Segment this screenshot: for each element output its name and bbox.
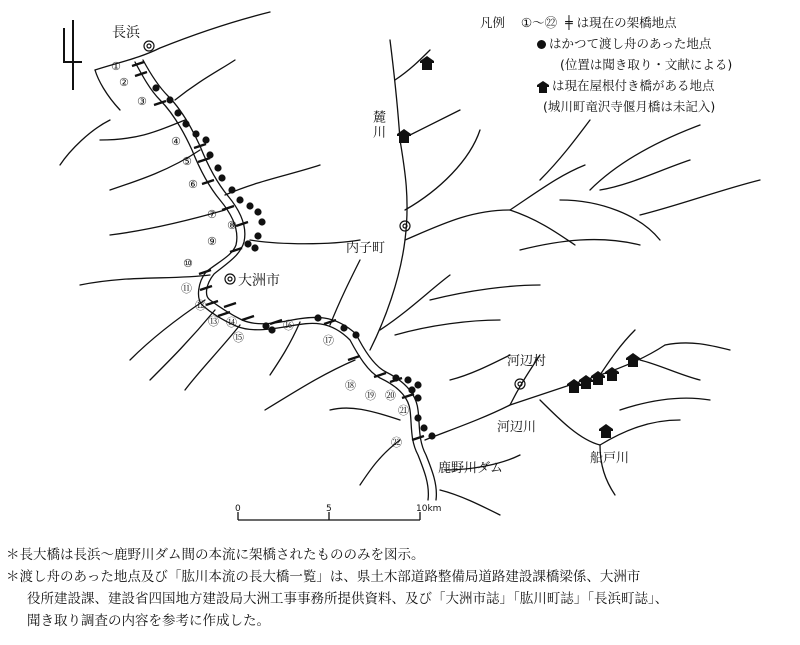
tributary xyxy=(150,310,215,380)
tributary xyxy=(520,240,640,250)
tributary xyxy=(130,300,205,360)
bridge-mark-8 xyxy=(236,222,248,226)
place-nagahama: 長浜 xyxy=(112,25,140,41)
footnote-2-line-2: 役所建設課、建設省四国地方建設局大洲工事事務所提供資料、及び「大洲市誌」「肱川町誌」「長浜町誌」、 xyxy=(27,591,669,607)
bridge-mark-15 xyxy=(242,316,254,320)
bridge-number-15: ⑮ xyxy=(233,331,244,344)
ferry-point xyxy=(258,218,265,225)
bridge-number-7: ⑦ xyxy=(207,208,217,221)
tributary xyxy=(510,210,575,245)
tributary xyxy=(590,125,700,190)
legend-row-roofed xyxy=(480,75,732,96)
footnote-1 xyxy=(6,544,668,566)
bridge-mark-5 xyxy=(198,158,210,162)
tributary xyxy=(395,320,500,335)
bridge-mark-14 xyxy=(224,303,236,307)
ferry-point xyxy=(152,84,159,91)
bridge-number-11: ⑪ xyxy=(181,282,192,295)
ferry-point xyxy=(262,322,269,329)
bridge-mark-18 xyxy=(348,356,360,360)
legend-bridge-text: は現在の架橋地点 xyxy=(576,15,677,30)
ferry-point xyxy=(254,232,261,239)
tributary xyxy=(405,210,510,240)
bridge-number-19: ⑲ xyxy=(365,389,376,402)
ferry-point xyxy=(218,174,225,181)
ferry-point xyxy=(202,136,209,143)
coastline-west xyxy=(95,70,120,110)
place-kawabe: 河辺村 xyxy=(507,354,547,369)
legend-bridge-range: ①～㉒ xyxy=(520,15,558,30)
ferry-point xyxy=(244,240,251,247)
roofed-bridge-icon xyxy=(626,353,640,367)
tributary xyxy=(330,260,360,325)
fumoto-river xyxy=(370,40,407,350)
bridge-number-6: ⑥ xyxy=(188,178,198,191)
legend-roofed-text: は現在屋根付き橋がある地点 xyxy=(552,78,715,93)
bridge-number-9: ⑨ xyxy=(207,235,217,248)
ferry-dot-icon xyxy=(537,40,546,49)
ferry-point xyxy=(182,120,189,127)
bridge-number-1: ① xyxy=(111,60,121,73)
ferry-point xyxy=(414,394,421,401)
ferry-point xyxy=(246,202,253,209)
legend-ferry-note: (位置は聞き取り・文献による) xyxy=(560,57,733,72)
ferry-point xyxy=(414,414,421,421)
ferry-point xyxy=(192,130,199,137)
ferry-point xyxy=(314,314,321,321)
tributary xyxy=(620,398,710,410)
tributary xyxy=(640,360,700,380)
tributary xyxy=(640,180,760,215)
bridge-mark-1 xyxy=(132,62,144,66)
footnote-2-line-3: 聞き取り調査の内容を参考に作成した。 xyxy=(27,613,270,629)
ferry-point xyxy=(420,424,427,431)
ferry-point xyxy=(340,324,347,331)
scale-label-0: 0 xyxy=(235,504,241,514)
tributary xyxy=(175,60,235,100)
tributary xyxy=(250,240,360,244)
bridge-symbol-icon: ╪ xyxy=(565,15,573,30)
bridge-number-12: ⑫ xyxy=(195,299,206,312)
ferry-point xyxy=(214,164,221,171)
ferry-point xyxy=(404,376,411,383)
bridge-number-3: ③ xyxy=(137,95,147,108)
bridge-mark-11 xyxy=(200,286,212,290)
bridge-number-4: ④ xyxy=(171,135,181,148)
legend xyxy=(480,12,732,117)
roofed-bridge-icon xyxy=(591,371,605,385)
ferry-point xyxy=(251,244,258,251)
bridge-number-22: ㉒ xyxy=(391,436,402,449)
bridge-number-14: ⑭ xyxy=(226,316,237,329)
label-funato-river: 船戸川 xyxy=(590,451,630,466)
bridge-number-5: ⑤ xyxy=(182,155,192,168)
bridge-number-2: ② xyxy=(119,76,129,89)
ferry-point xyxy=(352,331,359,338)
tributary xyxy=(665,343,730,350)
roofed-bridge-icon xyxy=(567,379,581,393)
ferry-point xyxy=(236,196,243,203)
roofed-bridge-icon xyxy=(579,375,593,389)
bridge-mark-7 xyxy=(222,206,234,210)
tributary xyxy=(540,400,600,445)
tributary xyxy=(265,360,355,410)
ferry-point xyxy=(174,109,181,116)
roofed-bridge-icon xyxy=(537,81,549,93)
bridge-number-21: ㉑ xyxy=(398,404,409,417)
legend-title: 凡例 xyxy=(480,15,506,30)
bridge-number-8: ⑧ xyxy=(227,219,237,232)
scale-label-10: 10km xyxy=(416,504,442,514)
tributary xyxy=(600,160,690,190)
north-arrow-icon xyxy=(64,20,82,90)
ferry-point xyxy=(166,96,173,103)
ferry-point xyxy=(428,432,435,439)
legend-roofed-note: (城川町竜沢寺偃月橋は未記入) xyxy=(543,99,716,114)
tributary xyxy=(60,120,110,165)
scale-label-5: 5 xyxy=(326,504,332,514)
bridge-number-10: ⑩ xyxy=(183,257,193,270)
tributary xyxy=(450,355,510,380)
roofed-bridge-icon xyxy=(599,424,613,438)
label-kanogawa-dam: 鹿野川ダム xyxy=(438,461,504,476)
legend-row-ferry xyxy=(480,33,732,54)
label-fumoto-river: 麓川 xyxy=(370,110,385,140)
ferry-point xyxy=(414,381,421,388)
place-ozu: 大洲市 xyxy=(238,273,280,289)
footnote-mark: ＊ xyxy=(6,547,20,563)
bridge-number-20: ⑳ xyxy=(385,389,396,402)
tributary xyxy=(440,490,500,515)
tributary xyxy=(560,200,660,240)
bridge-number-13: ⑬ xyxy=(208,315,219,328)
footnotes xyxy=(6,544,668,632)
ferry-point xyxy=(268,326,275,333)
tributary xyxy=(540,120,590,180)
bridge-number-18: ⑱ xyxy=(345,379,356,392)
ferry-point xyxy=(408,386,415,393)
ferry-point xyxy=(228,186,235,193)
footnote-2-text: 渡し舟のあった地点及び「肱川本流の長大橋一覧」は、県土木部道路整備局道路建設課橋梁係、大洲市 xyxy=(19,569,641,585)
tributary xyxy=(600,420,680,445)
tributary xyxy=(405,130,480,210)
footnote-mark: ＊ xyxy=(6,569,20,585)
ferry-point xyxy=(206,151,213,158)
footnote-1-text: 長大橋は長浜～鹿野川ダム間の本流に架橋されたもののみを図示。 xyxy=(19,547,425,563)
ferry-point xyxy=(254,208,261,215)
label-kawabe-river: 河辺川 xyxy=(497,420,537,435)
legend-ferry-text: はかつて渡し舟のあった地点 xyxy=(549,36,712,51)
bridge-number-16: ⑯ xyxy=(283,319,294,332)
town-marker-icon xyxy=(144,41,525,389)
bridge-number-17: ⑰ xyxy=(323,334,334,347)
place-uchiko: 内子町 xyxy=(346,241,386,256)
tributary xyxy=(225,165,320,195)
tributary xyxy=(330,408,400,420)
bridge-mark-22 xyxy=(412,436,424,440)
footnote-2 xyxy=(6,566,668,588)
tributary xyxy=(430,285,540,300)
legend-row-bridge xyxy=(480,12,732,33)
